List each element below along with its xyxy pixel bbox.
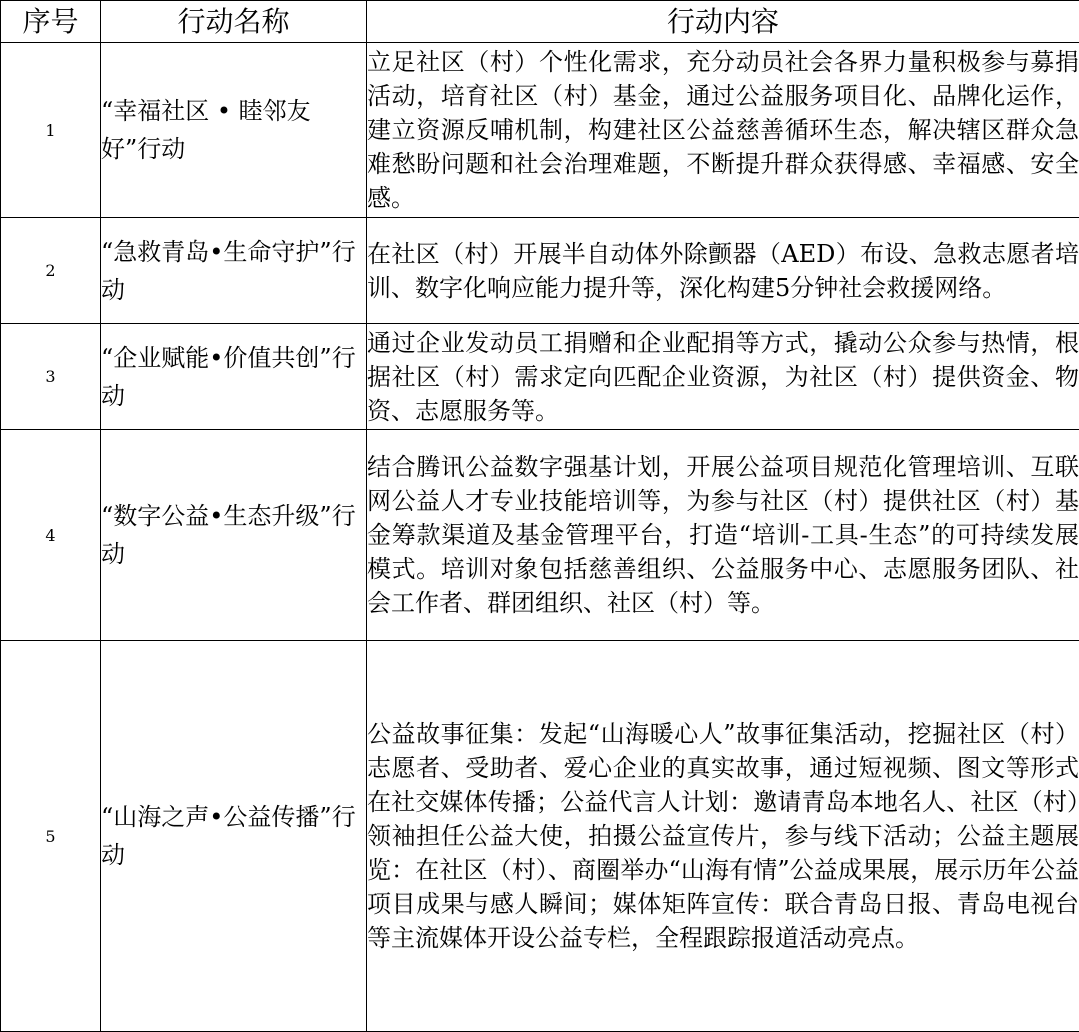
- table-row: [1, 324, 1079, 430]
- header-name: 行动名称: [101, 1, 367, 43]
- row-action-name: “急救青岛•生命守护”行动: [101, 218, 367, 324]
- table-row: [1, 641, 1079, 1032]
- row-index: 1: [1, 43, 101, 218]
- row-index: 2: [1, 218, 101, 324]
- row-action-name: “幸福社区 • 睦邻友好”行动: [101, 43, 367, 218]
- row-action-content: 通过企业发动员工捐赠和企业配捐等方式，撬动公众参与热情，根据社区（村）需求定向匹配企业资源，为社区（村）提供资金、物资、志愿服务等。: [367, 324, 1079, 430]
- row-action-name: “数字公益•生态升级”行动: [101, 430, 367, 641]
- row-action-content: 在社区（村）开展半自动体外除颤器（AED）布设、急救志愿者培训、数字化响应能力提升等，深化构建5分钟社会救援网络。: [367, 218, 1079, 324]
- row-index: 5: [1, 641, 101, 1032]
- row-action-content: 结合腾讯公益数字强基计划，开展公益项目规范化管理培训、互联网公益人才专业技能培训等，为参与社区（村）提供社区（村）基金筹款渠道及基金管理平台，打造“培训-工具-生态”的可持续发展模式。培训对象包括慈善组织、公益服务中心、志愿服务团队、社会工作者、群团组织、社区（村）等。: [367, 430, 1079, 641]
- header-index: 序号: [1, 1, 101, 43]
- row-action-content: 立足社区（村）个性化需求，充分动员社会各界力量积极参与募捐活动，培育社区（村）基金，通过公益服务项目化、品牌化运作，建立资源反哺机制，构建社区公益慈善循环生态，解决辖区群众急难愁盼问题和社会治理难题，不断提升群众获得感、幸福感、安全感。: [367, 43, 1079, 218]
- header-content: 行动内容: [367, 1, 1079, 43]
- row-index: 3: [1, 324, 101, 430]
- row-action-content: 公益故事征集：发起“山海暖心人”故事征集活动，挖掘社区（村）志愿者、受助者、爱心企业的真实故事，通过短视频、图文等形式在社交媒体传播；公益代言人计划：邀请青岛本地名人、社区（村）领袖担任公益大使，拍摄公益宣传片，参与线下活动；公益主题展览：在社区（村）、商圈举办“山海有情”公益成果展，展示历年公益项目成果与感人瞬间；媒体矩阵宣传：联合青岛日报、青岛电视台等主流媒体开设公益专栏，全程跟踪报道活动亮点。: [367, 641, 1079, 1032]
- table-row: [1, 43, 1079, 218]
- row-action-name: “企业赋能•价值共创”行动: [101, 324, 367, 430]
- header-row: [1, 1, 1079, 43]
- row-action-name: “山海之声•公益传播”行动: [101, 641, 367, 1032]
- table-row: [1, 218, 1079, 324]
- table-row: [1, 430, 1079, 641]
- row-index: 4: [1, 430, 101, 641]
